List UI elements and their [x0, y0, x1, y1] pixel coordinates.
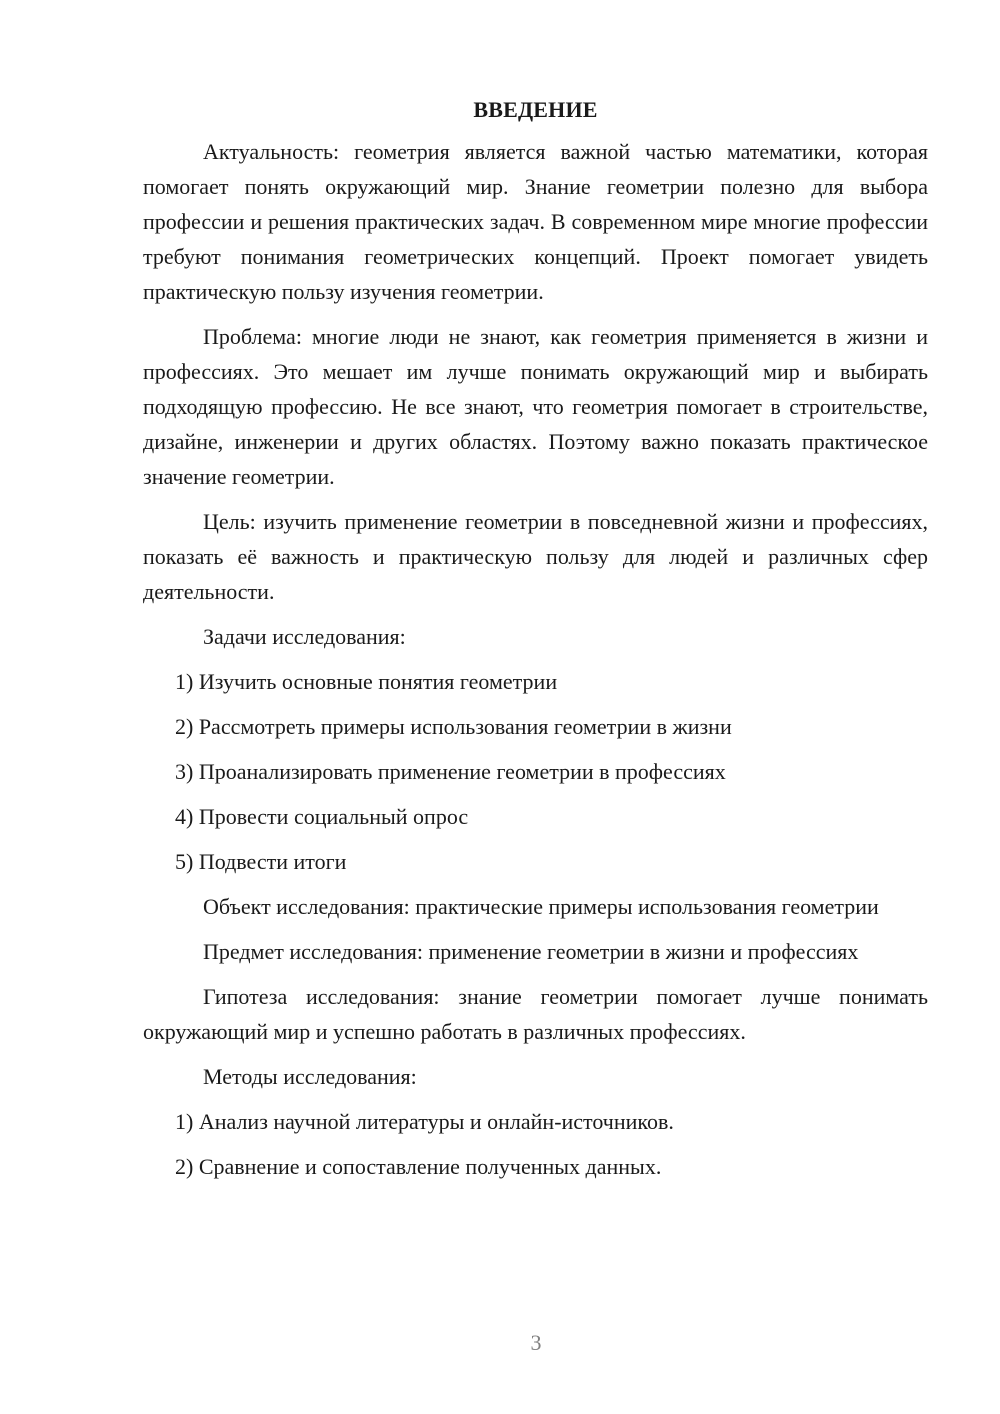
list-item: 1) Анализ научной литературы и онлайн-источников.	[175, 1109, 674, 1134]
list-item: 3) Проанализировать применение геометрии в профессиях	[175, 759, 726, 784]
page-title: ВВЕДЕНИЕ	[473, 97, 598, 122]
methods-title: Методы исследования:	[203, 1064, 417, 1089]
tasks-list	[143, 664, 928, 879]
list-item: 4) Провести социальный опрос	[175, 804, 469, 829]
list-item: 2) Рассмотреть примеры использования геометрии в жизни	[175, 714, 732, 739]
document-page	[143, 92, 928, 1194]
list-item: 5) Подвести итоги	[175, 849, 347, 874]
problem-paragraph: Проблема: многие люди не знают, как геометрия применяется в жизни и профессиях. Это мешает им лучше понимать окружающий мир и выбирать подходящую профессию. Не все знают, что геометрия помогает в строительстве, дизайне, инженерии и других областях. Поэтому важно показать практическое значение геометрии.	[143, 324, 928, 489]
tasks-title: Задачи исследования:	[203, 624, 406, 649]
list-item: 1) Изучить основные понятия геометрии	[175, 669, 558, 694]
goal-paragraph: Цель: изучить применение геометрии в повседневной жизни и профессиях, показать её важность и практическую пользу для людей и различных сфер деятельности.	[143, 509, 928, 604]
page-number: 3	[530, 1330, 542, 1355]
subject-paragraph: Предмет исследования: применение геометрии в жизни и профессиях	[203, 939, 859, 964]
methods-list	[143, 1104, 928, 1184]
list-item: 2) Сравнение и сопоставление полученных данных.	[175, 1154, 662, 1179]
relevance-paragraph: Актуальность: геометрия является важной частью математики, которая помогает понять окружающий мир. Знание геометрии полезно для выбора профессии и решения практических задач. В современном мире многие профессии требуют понимания геометрических концепций. Проект помогает увидеть практическую пользу изучения геометрии.	[143, 139, 928, 304]
object-paragraph: Объект исследования: практические примеры использования геометрии	[203, 894, 879, 919]
hypothesis-paragraph: Гипотеза исследования: знание геометрии помогает лучше понимать окружающий мир и успешно работать в различных профессиях.	[143, 984, 928, 1044]
